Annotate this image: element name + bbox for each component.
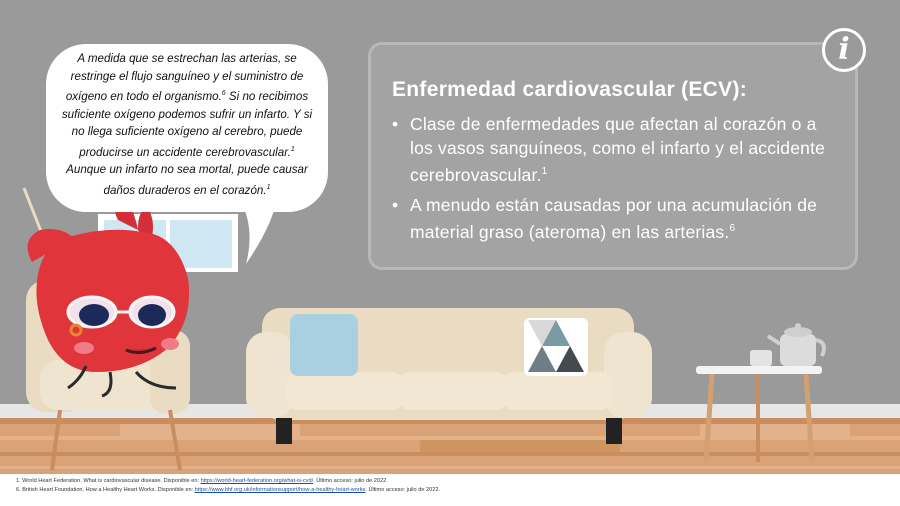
footnote-link[interactable]: https://www.bhf.org.uk/informationsupport/how-a-healthy-heart-works	[194, 487, 366, 493]
bullet-reference: 1	[541, 166, 548, 177]
footnotes	[0, 474, 900, 506]
bubble-text-part-2: Si no recibimos suficiente oxígeno podemos sufrir un infarto. Y si no llega suficiente oxígeno al cerebro, puede producirse un accidente cerebrovascular.	[61, 90, 313, 159]
footnote-1	[16, 477, 900, 486]
panel-title: Enfermedad cardiovascular (ECV):	[392, 78, 748, 101]
footnote-link[interactable]: https://world-heart-federation.org/what-is-cvd/	[200, 478, 314, 484]
bullet-text: A menudo están causadas por una acumulación de material graso (ateroma) en las arterias.	[410, 194, 818, 242]
bullet-text: Clase de enfermedades que afectan al corazón o a los vasos sanguíneos, como el infarto y el accidente cerebrovascular.	[410, 114, 826, 185]
footnote-text: 6. British Heart Foundation. How a Healthy Heart Works. Disponible en:	[16, 487, 195, 493]
speech-bubble	[46, 44, 328, 212]
bubble-reference-2: 1	[290, 145, 295, 153]
patterned-cushion	[524, 318, 588, 376]
footnote-access-date: . Último acceso: julio de 2022.	[365, 487, 440, 493]
footnote-access-date: . Último acceso: julio de 2022.	[313, 478, 388, 484]
blue-cushion	[290, 314, 358, 376]
wooden-floor	[0, 418, 900, 478]
bubble-reference-1: 6	[221, 90, 226, 98]
speech-bubble-text	[60, 50, 314, 199]
bullet-item	[392, 193, 842, 244]
bubble-text-part-3: Aunque un infarto no sea mortal, puede causar daños duraderos en el corazón.	[66, 163, 308, 197]
bullet-list	[392, 112, 842, 250]
footnote-6	[16, 486, 900, 495]
bullet-reference: 6	[729, 222, 736, 234]
footnote-text: 1. World Heart Federation. What is cardiovascular disease. Disponible en:	[16, 478, 201, 484]
bubble-reference-3: 1	[266, 183, 271, 191]
bubble-text-part-1: A medida que se estrechan las arterias, se restringe el flujo sanguíneo y el suministro de oxígeno en todo el organismo.	[65, 52, 304, 104]
info-icon: i	[822, 28, 866, 72]
bullet-item	[392, 112, 842, 187]
cup	[750, 350, 772, 366]
